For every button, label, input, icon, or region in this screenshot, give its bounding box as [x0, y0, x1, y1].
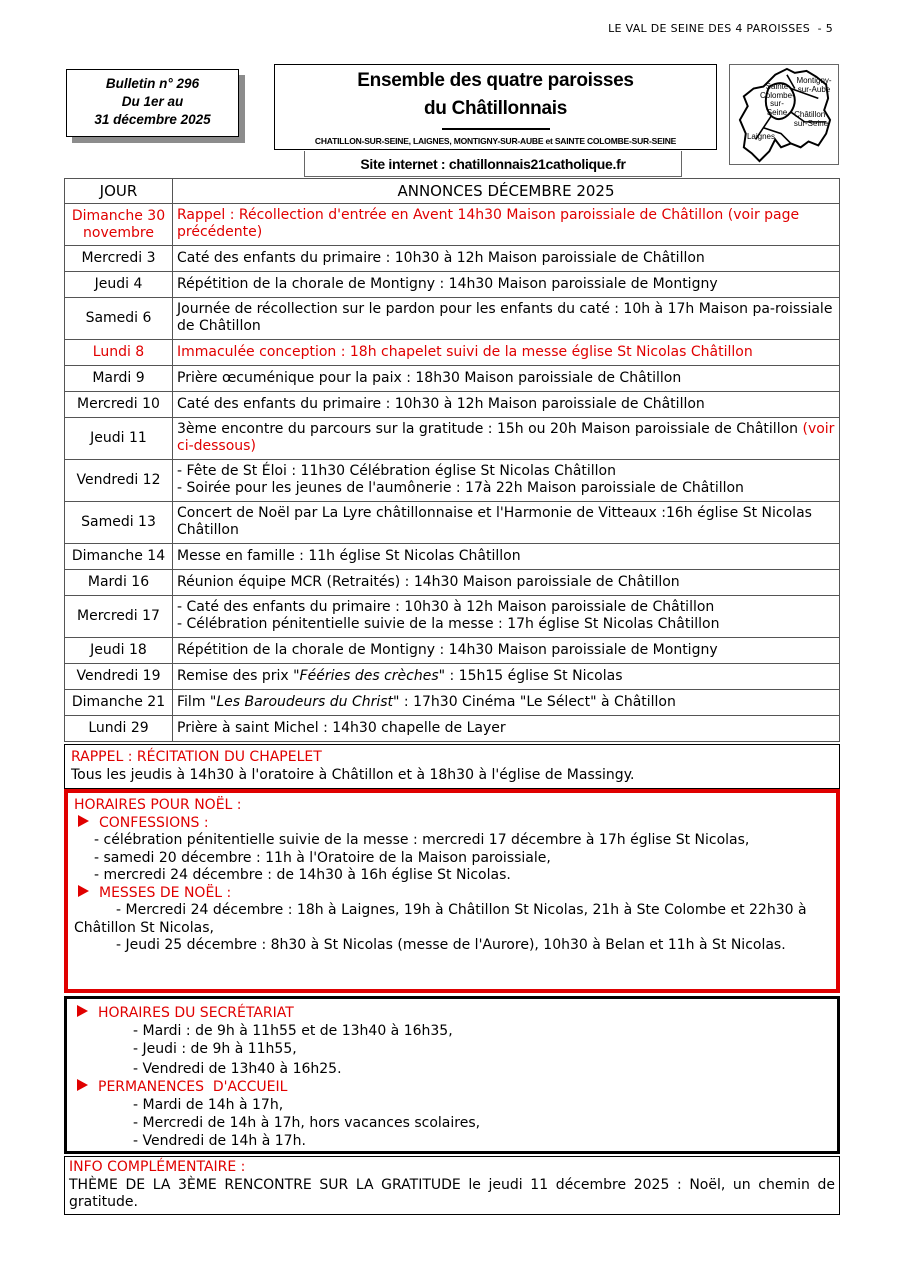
masthead-title-line2: du Châtillonnais — [424, 98, 567, 119]
agenda-row — [65, 392, 840, 418]
agenda-row — [65, 340, 840, 366]
rosary-reminder-box — [64, 744, 840, 789]
agenda-day: Mardi 9 — [65, 366, 173, 392]
confessions-title: CONFESSIONS : — [99, 814, 209, 831]
masthead-subtitle: CHATILLON-SUR-SEINE, LAIGNES, MONTIGNY-SUR-AUBE et SAINTE COLOMBE-SUR-SEINE — [314, 136, 677, 146]
parish-map — [729, 64, 839, 165]
agenda-event-line: - Célébration pénitentielle suivie de la messe : 17h église St Nicolas Châtillon — [177, 616, 720, 632]
confession-item: - samedi 20 décembre : 11h à l'Oratoire de la Maison paroissiale, — [94, 849, 551, 866]
triangle-bullet-icon — [77, 1005, 88, 1017]
agenda-event — [173, 638, 840, 664]
agenda-event-title: Les Baroudeurs du Christ — [216, 693, 394, 710]
running-head: LE VAL DE SEINE DES 4 PAROISSES - 5 — [608, 22, 833, 35]
agenda-day: Mercredi 3 — [65, 246, 173, 272]
reception-title: PERMANENCES D'ACCUEIL — [98, 1079, 288, 1095]
agenda-row — [65, 638, 840, 664]
reception-hours-item: - Mardi de 14h à 17h, — [133, 1097, 284, 1113]
agenda-day: Jeudi 4 — [65, 272, 173, 298]
agenda-day: Samedi 6 — [65, 298, 173, 340]
agenda-event-text: Répétition de la chorale de Montigny : 14h30 Maison paroissiale de Montigny — [177, 641, 718, 658]
rosary-reminder-text: Tous les jeudis à 14h30 à l'oratoire à Châtillon et à 18h30 à l'église de Massingy. — [71, 766, 635, 783]
confessions-heading — [74, 815, 830, 833]
reception-hours-item: - Mercredi de 14h à 17h, hors vacances scolaires, — [133, 1115, 481, 1131]
triangle-bullet-icon — [78, 885, 89, 897]
agenda-day: Jeudi 11 — [65, 418, 173, 460]
agenda-row — [65, 366, 840, 392]
agenda-event — [173, 460, 840, 502]
agenda-event-text: Réunion équipe MCR (Retraités) : 14h30 Maison paroissiale de Châtillon — [177, 573, 680, 590]
agenda-event-line: - Soirée pour les jeunes de l'aumônerie : 17à 22h Maison paroissiale de Châtillon — [177, 480, 744, 496]
masthead — [274, 64, 717, 150]
agenda-row — [65, 570, 840, 596]
agenda-event — [173, 366, 840, 392]
agenda-table — [64, 178, 840, 742]
secretariat-hours-item: - Mardi : de 9h à 11h55 et de 13h40 à 16h35, — [133, 1023, 453, 1039]
triangle-bullet-icon — [78, 815, 89, 827]
agenda-event — [173, 570, 840, 596]
agenda-day: Vendredi 19 — [65, 664, 173, 690]
christmas-mass-item: - Mercredi 24 décembre : 18h à Laignes, 19h à Châtillon St Nicolas, 21h à Ste Colombe et 22h30 à Châtillon St Nicolas, — [74, 902, 807, 936]
bulletin-number: Bulletin n° 296 — [105, 76, 200, 91]
agenda-day: Samedi 13 — [65, 502, 173, 544]
agenda-day: Lundi 29 — [65, 716, 173, 742]
agenda-day: Dimanche 30 novembre — [65, 204, 173, 246]
additional-info-text: THÈME DE LA 3ÈME RENCONTRE SUR LA GRATITUDE le jeudi 11 décembre 2025 : Noël, un chemin de gratitude. — [69, 1176, 835, 1210]
agenda-row — [65, 690, 840, 716]
agenda-row — [65, 272, 840, 298]
secretariat-hours-item: - Jeudi : de 9h à 11h55, — [133, 1041, 297, 1057]
christmas-mass-item: - Jeudi 25 décembre : 8h30 à St Nicolas (messe de l'Aurore), 10h30 à Belan et 11h à St Nicolas. — [116, 937, 786, 953]
masthead-title-line1: Ensemble des quatre paroisses — [357, 70, 634, 91]
map-label-montigny: Montigny-sur-Aube — [796, 76, 832, 94]
agenda-event — [173, 272, 840, 298]
map-label-chatillon: Châtillon-sur-Seine — [793, 110, 829, 128]
agenda-event — [173, 418, 840, 460]
masthead-rule — [442, 128, 550, 130]
christmas-masses-title: MESSES DE NOËL : — [99, 884, 232, 901]
map-label-laignes: Laignes — [746, 132, 776, 141]
agenda-day: Jeudi 18 — [65, 638, 173, 664]
agenda-event — [173, 544, 840, 570]
christmas-schedule-box — [64, 789, 840, 993]
agenda-event-text: Prière à saint Michel : 14h30 chapelle de Layer — [177, 719, 506, 736]
agenda-event — [173, 502, 840, 544]
secretariat-hours-item: - Vendredi de 13h40 à 16h25. — [133, 1061, 342, 1077]
agenda-day: Lundi 8 — [65, 340, 173, 366]
agenda-event-text: Répétition de la chorale de Montigny : 14h30 Maison paroissiale de Montigny — [177, 275, 718, 292]
agenda-event — [173, 298, 840, 340]
secretariat-title: HORAIRES DU SECRÉTARIAT — [98, 1005, 294, 1021]
agenda-event-text: Concert de Noël par La Lyre châtillonnaise et l'Harmonie de Vitteaux :16h église St Nicolas Châtillon — [177, 505, 812, 538]
agenda-event — [173, 340, 840, 366]
additional-info-title: INFO COMPLÉMENTAIRE : — [69, 1159, 246, 1175]
agenda-row — [65, 246, 840, 272]
bulletin-period-start: Du 1er au — [121, 94, 184, 109]
agenda-event — [173, 664, 840, 690]
agenda-row — [65, 204, 840, 246]
bulletin-box — [66, 69, 239, 137]
agenda-row — [65, 596, 840, 638]
agenda-day: Mardi 16 — [65, 570, 173, 596]
agenda-event-line: - Fête de St Éloi : 11h30 Célébration église St Nicolas Châtillon — [177, 463, 616, 479]
agenda-day: Mercredi 10 — [65, 392, 173, 418]
secretariat-box — [64, 996, 840, 1154]
agenda-row — [65, 544, 840, 570]
agenda-event-text: Film " — [177, 693, 217, 710]
agenda-day: Vendredi 12 — [65, 460, 173, 502]
additional-info-box — [64, 1156, 840, 1215]
map-label-sainte-colombe: Sainte Colombe-sur-Seine — [760, 82, 795, 117]
reception-heading — [73, 1078, 831, 1096]
agenda-event — [173, 596, 840, 638]
triangle-bullet-icon — [77, 1079, 88, 1091]
agenda-day: Mercredi 17 — [65, 596, 173, 638]
column-header-day: JOUR — [65, 179, 173, 204]
confession-item: - mercredi 24 décembre : de 14h30 à 16h église St Nicolas. — [94, 867, 511, 883]
agenda-event-text: Remise des prix — [177, 667, 294, 684]
agenda-event-title: "Fééries des crèches" — [293, 667, 446, 684]
column-header-announcements: ANNONCES DÉCEMBRE 2025 — [173, 179, 840, 204]
agenda-event-text: Prière œcuménique pour la paix : 18h30 Maison paroissiale de Châtillon — [177, 369, 682, 386]
rosary-reminder-title: RAPPEL : RÉCITATION DU CHAPELET — [71, 749, 322, 765]
agenda-row — [65, 418, 840, 460]
agenda-row — [65, 460, 840, 502]
agenda-event — [173, 690, 840, 716]
agenda-day: Dimanche 21 — [65, 690, 173, 716]
agenda-row — [65, 298, 840, 340]
website-banner[interactable]: Site internet : chatillonnais21catholique.fr — [304, 151, 682, 177]
agenda-event-text: Rappel : Récollection d'entrée en Avent 14h30 Maison paroissiale de Châtillon (voir page précédente) — [177, 207, 800, 240]
agenda-event-text: 3ème encontre du parcours sur la gratitude : 15h ou 20h Maison paroissiale de Châtillon — [177, 421, 799, 437]
agenda-event-text: : 15h15 église St Nicolas — [445, 667, 623, 684]
christmas-masses-heading — [74, 885, 830, 903]
agenda-row — [65, 716, 840, 742]
reception-hours-item: - Vendredi de 14h à 17h. — [133, 1133, 306, 1149]
secretariat-heading — [73, 1004, 831, 1022]
agenda-event — [173, 392, 840, 418]
agenda-event-text: Caté des enfants du primaire : 10h30 à 12h Maison paroissiale de Châtillon — [177, 395, 705, 412]
confession-item: - célébration pénitentielle suivie de la messe : mercredi 17 décembre à 17h église St Nicolas, — [94, 832, 750, 848]
agenda-event — [173, 204, 840, 246]
agenda-event — [173, 246, 840, 272]
agenda-row — [65, 502, 840, 544]
agenda-event-line: - Caté des enfants du primaire : 10h30 à 12h Maison paroissiale de Châtillon — [177, 599, 715, 615]
agenda-day: Dimanche 14 — [65, 544, 173, 570]
agenda-event — [173, 716, 840, 742]
agenda-event-text: Journée de récollection sur le pardon pour les enfants du caté : 10h à 17h Maison pa-roissiale de Châtillon — [177, 301, 833, 334]
agenda-event-note: (voir ci-dessous) — [177, 421, 835, 454]
agenda-row — [65, 664, 840, 690]
agenda-event-text: Immaculée conception : 18h chapelet suivi de la messe église St Nicolas Châtillon — [177, 343, 753, 360]
christmas-schedule-title: HORAIRES POUR NOËL : — [74, 797, 242, 813]
agenda-event-text: Caté des enfants du primaire : 10h30 à 12h Maison paroissiale de Châtillon — [177, 249, 705, 266]
agenda-event-text: " : 17h30 Cinéma "Le Sélect" à Châtillon — [393, 693, 676, 710]
agenda-event-text: Messe en famille : 11h église St Nicolas Châtillon — [177, 547, 521, 564]
bulletin-period-end: 31 décembre 2025 — [94, 112, 211, 127]
